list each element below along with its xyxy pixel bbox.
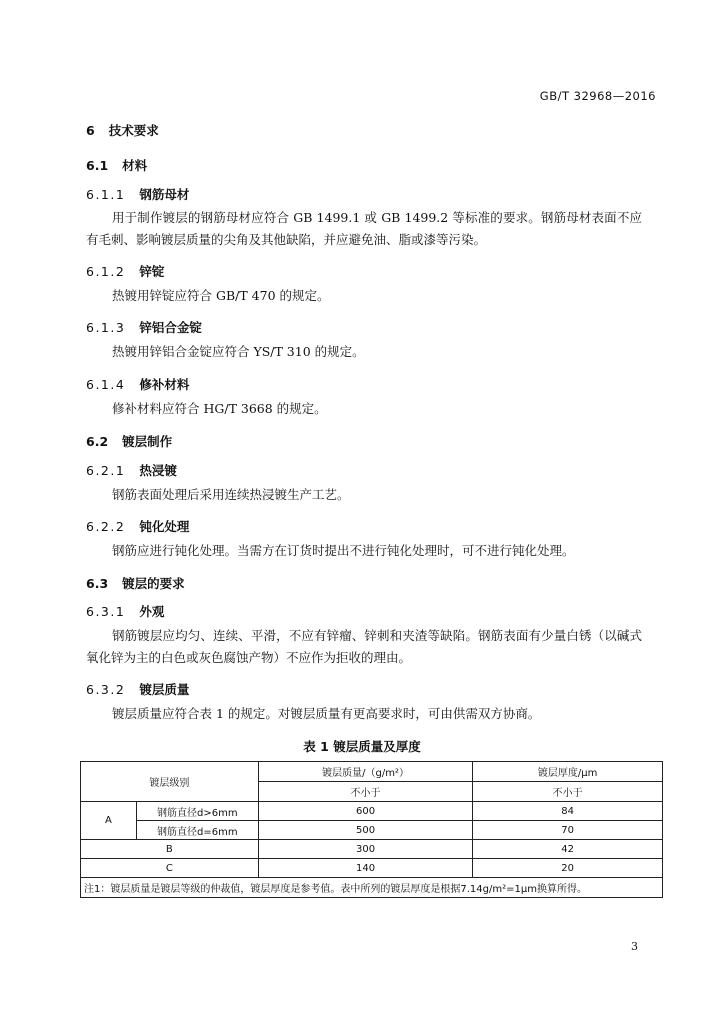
- section-title: 修补材料: [139, 377, 190, 392]
- header-thickness-min: 不小于: [473, 782, 663, 802]
- thickness-cell: 42: [473, 840, 663, 859]
- thickness-cell: 20: [473, 859, 663, 878]
- mass-cell: 140: [258, 859, 473, 878]
- header-grade: 镀层级别: [81, 762, 259, 802]
- section-heading-6-1-4: [86, 375, 189, 393]
- sub-grade-cell: 钢筋直径d>6mm: [136, 802, 258, 821]
- table-note-row: [81, 878, 663, 898]
- table-caption: 表 1 镀层质量及厚度: [303, 739, 421, 754]
- paragraph-6-3-2: 镀层质量应符合表 1 的规定。对镀层质量有更高要求时，可由供需双方协商。: [112, 706, 541, 721]
- section-title: 热浸镀: [139, 463, 177, 478]
- section-heading-6-1-2: [86, 262, 164, 280]
- section-title: 镀层质量: [139, 682, 190, 697]
- section-number: 6: [86, 123, 95, 138]
- paragraph-6-2-2: 钢筋应进行钝化处理。当需方在订货时提出不进行钝化处理时，可不进行钝化处理。: [112, 543, 575, 558]
- thickness-cell: 84: [473, 802, 663, 821]
- paragraph-6-2-1: 钢筋表面处理后采用连续热浸镀生产工艺。: [112, 487, 350, 502]
- section-number: 6.1.3: [86, 320, 126, 335]
- section-number: 6.2.1: [86, 463, 126, 478]
- section-heading-6-2-1: [86, 461, 177, 479]
- paragraph-6-1-3: 热镀用锌铝合金锭应符合 YS/T 310 的规定。: [112, 344, 365, 359]
- section-number: 6.3.1: [86, 604, 126, 619]
- section-number: 6.1.1: [86, 187, 126, 202]
- paragraph-6-1-1: 用于制作镀层的钢筋母材应符合 GB 1499.1 或 GB 1499.2 等标准的要求。钢筋母材表面不应有毛刺、影响镀层质量的尖角及其他缺陷，并应避免油、脂或漆等污染。: [86, 210, 642, 247]
- section-heading-6-1-1: [86, 185, 189, 203]
- paragraph-6-1-4: 修补材料应符合 HG/T 3668 的规定。: [112, 401, 327, 416]
- section-number: 6.2.2: [86, 519, 126, 534]
- section-heading-6: [86, 121, 159, 139]
- section-title: 技术要求: [108, 123, 159, 138]
- section-heading-6-1: [86, 156, 147, 174]
- section-title: 锌锭: [139, 264, 165, 279]
- section-number: 6.3: [86, 576, 109, 591]
- paragraph-6-1-2: 热镀用锌锭应符合 GB/T 470 的规定。: [112, 288, 330, 303]
- sub-grade-cell: 钢筋直径d=6mm: [136, 821, 258, 840]
- header-mass-min: 不小于: [258, 782, 473, 802]
- section-heading-6-2-2: [86, 517, 189, 535]
- table-header-row: [81, 762, 663, 782]
- coating-table: [80, 761, 663, 898]
- table-row: [81, 840, 663, 859]
- section-title: 材料: [122, 158, 148, 173]
- section-title: 钝化处理: [139, 519, 190, 534]
- section-title: 镀层制作: [122, 434, 173, 449]
- grade-cell: B: [81, 840, 259, 859]
- table-note: 注1：镀层质量是镀层等级的仲裁值，镀层厚度是参考值。表中所列的镀层厚度是根据7.14g/m²=1μm换算所得。: [81, 878, 663, 898]
- section-heading-6-1-3: [86, 318, 202, 336]
- header-mass: 镀层质量/（g/m²）: [258, 762, 473, 782]
- grade-cell: C: [81, 859, 259, 878]
- section-heading-6-3-1: [86, 602, 164, 620]
- section-title: 外观: [139, 604, 165, 619]
- table-row: [81, 821, 663, 840]
- standard-code: GB/T 32968—2016: [539, 89, 656, 103]
- mass-cell: 300: [258, 840, 473, 859]
- section-number: 6.2: [86, 434, 109, 449]
- section-title: 镀层的要求: [122, 576, 185, 591]
- section-heading-6-3-2: [86, 680, 189, 698]
- section-title: 钢筋母材: [139, 187, 190, 202]
- table-row: [81, 859, 663, 878]
- mass-cell: 600: [258, 802, 473, 821]
- grade-cell: A: [81, 802, 137, 840]
- thickness-cell: 70: [473, 821, 663, 840]
- table-row: [81, 802, 663, 821]
- section-number: 6.1.4: [86, 377, 126, 392]
- section-title: 锌铝合金锭: [139, 320, 202, 335]
- page-number: 3: [631, 940, 638, 953]
- section-number: 6.1.2: [86, 264, 126, 279]
- mass-cell: 500: [258, 821, 473, 840]
- section-number: 6.3.2: [86, 682, 126, 697]
- paragraph-6-3-1: 钢筋镀层应均匀、连续、平滑，不应有锌瘤、锌刺和夹渣等缺陷。钢筋表面有少量白锈（以碱式氧化锌为主的白色或灰色腐蚀产物）不应作为拒收的理由。: [86, 628, 642, 665]
- section-heading-6-2: [86, 432, 172, 450]
- header-thickness: 镀层厚度/μm: [473, 762, 663, 782]
- section-number: 6.1: [86, 158, 109, 173]
- section-heading-6-3: [86, 574, 185, 592]
